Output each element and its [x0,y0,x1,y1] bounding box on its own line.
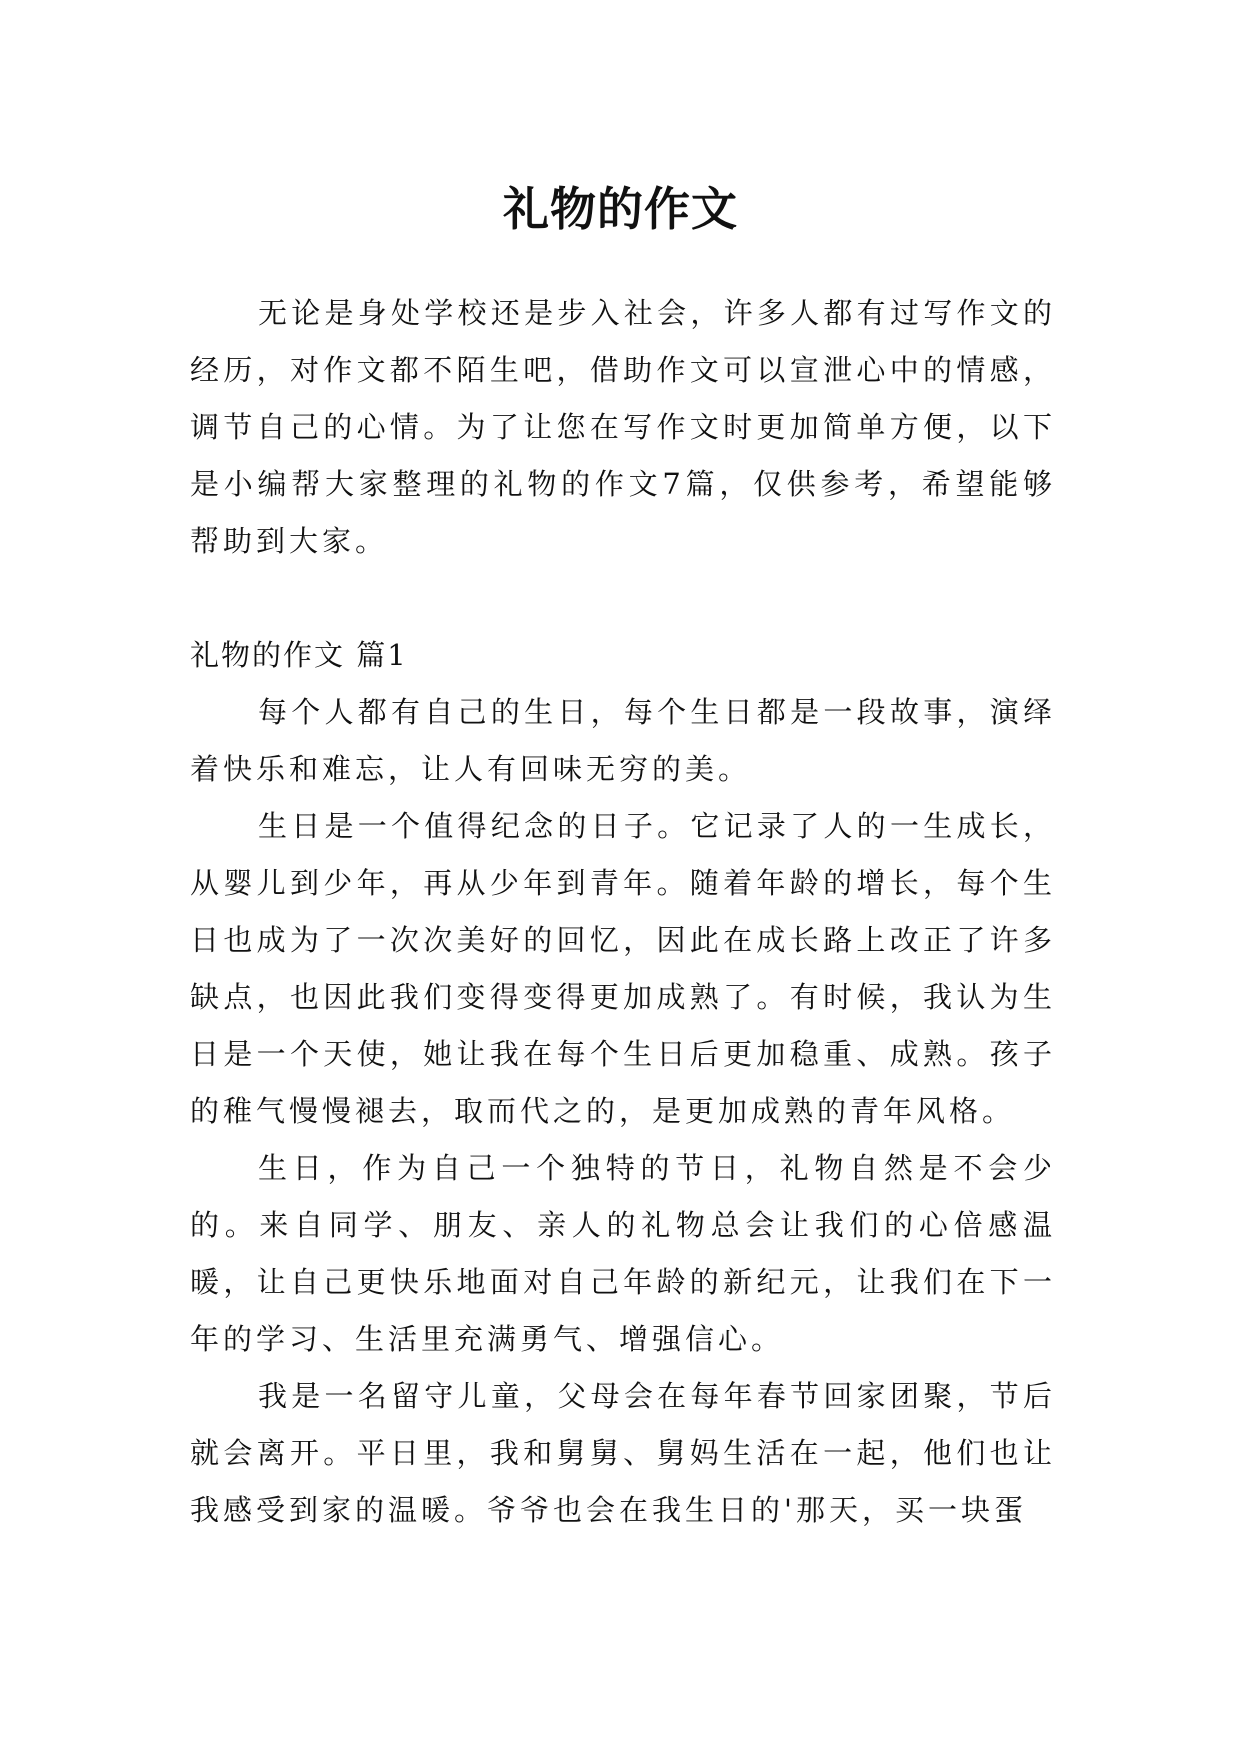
body-paragraph-4: 我是一名留守儿童，父母会在每年春节回家团聚，节后就会离开。平日里，我和舅舅、舅妈生活在一起，他们也让我感受到家的温暖。爷爷也会在我生日的'那天，买一块蛋 [190,1379,1056,1527]
document-title: 礼物的作文 [503,181,738,236]
body-paragraph-1: 每个人都有自己的生日，每个生日都是一段故事，演绎着快乐和难忘，让人有回味无穷的美。 [190,695,1056,786]
body-paragraph-3: 生日，作为自己一个独特的节日，礼物自然是不会少的。来自同学、朋友、亲人的礼物总会让我们的心倍感温暖，让自己更快乐地面对自己年龄的新纪元，让我们在下一年的学习、生活里充满勇气、增强信心。 [190,1151,1056,1356]
document-body [190,285,1056,1539]
section-heading: 礼物的作文 篇1 [190,638,408,672]
intro-paragraph: 无论是身处学校还是步入社会，许多人都有过写作文的经历，对作文都不陌生吧，借助作文可以宣泄心中的情感，调节自己的心情。为了让您在写作文时更加简单方便，以下是小编帮大家整理的礼物的作文7篇，仅供参考，希望能够帮助到大家。 [190,296,1056,558]
body-paragraph-2: 生日是一个值得纪念的日子。它记录了人的一生成长，从婴儿到少年，再从少年到青年。随着年龄的增长，每个生日也成为了一次次美好的回忆，因此在成长路上改正了许多缺点，也因此我们变得变得更加成熟了。有时候，我认为生日是一个天使，她让我在每个生日后更加稳重、成熟。孩子的稚气慢慢褪去，取而代之的，是更加成熟的青年风格。 [190,809,1056,1128]
